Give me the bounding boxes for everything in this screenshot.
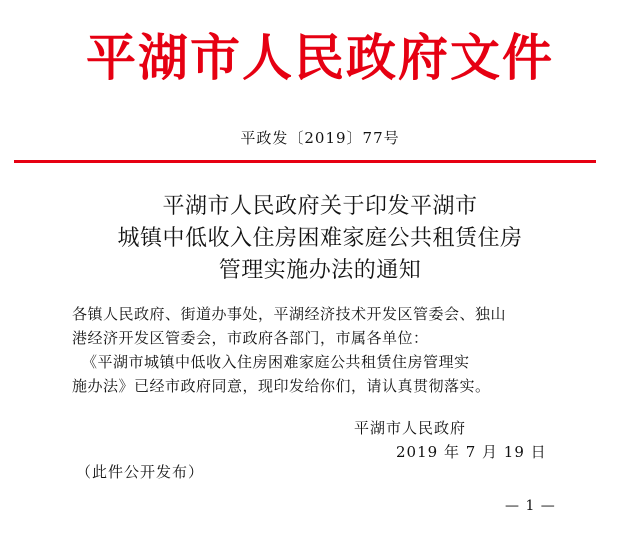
document-header-title: 平湖市人民政府文件 xyxy=(86,28,554,87)
heading-line-1: 平湖市人民政府关于印发平湖市 xyxy=(162,194,478,219)
red-separator-line xyxy=(14,160,596,163)
paragraph-line-1: 《平湖市城镇中低收入住房困难家庭公共租赁住房管理实 xyxy=(82,353,470,371)
public-release-note: （此件公开发布） xyxy=(76,463,205,481)
notice-paragraph xyxy=(72,350,612,398)
issuing-authority: 平湖市人民政府 xyxy=(354,419,467,437)
recipients-line-2: 港经济开发区管委会，市政府各部门，市属各单位： xyxy=(72,329,429,347)
recipients-block xyxy=(72,302,612,350)
paragraph-line-2: 施办法》已经市政府同意，现印发给你们，请认真贯彻落实。 xyxy=(72,377,491,395)
document-number: 平政发〔2019〕77号 xyxy=(240,129,400,147)
issue-date: 2019 年 7 月 19 日 xyxy=(396,443,547,461)
page-number: — 1 — xyxy=(505,498,556,514)
document-heading xyxy=(0,191,640,287)
heading-line-3: 管理实施办法的通知 xyxy=(218,258,422,283)
heading-line-2: 城镇中低收入住房困难家庭公共租赁住房 xyxy=(117,226,523,251)
recipients-line-1: 各镇人民政府、街道办事处，平湖经济技术开发区管委会、独山 xyxy=(72,305,507,323)
